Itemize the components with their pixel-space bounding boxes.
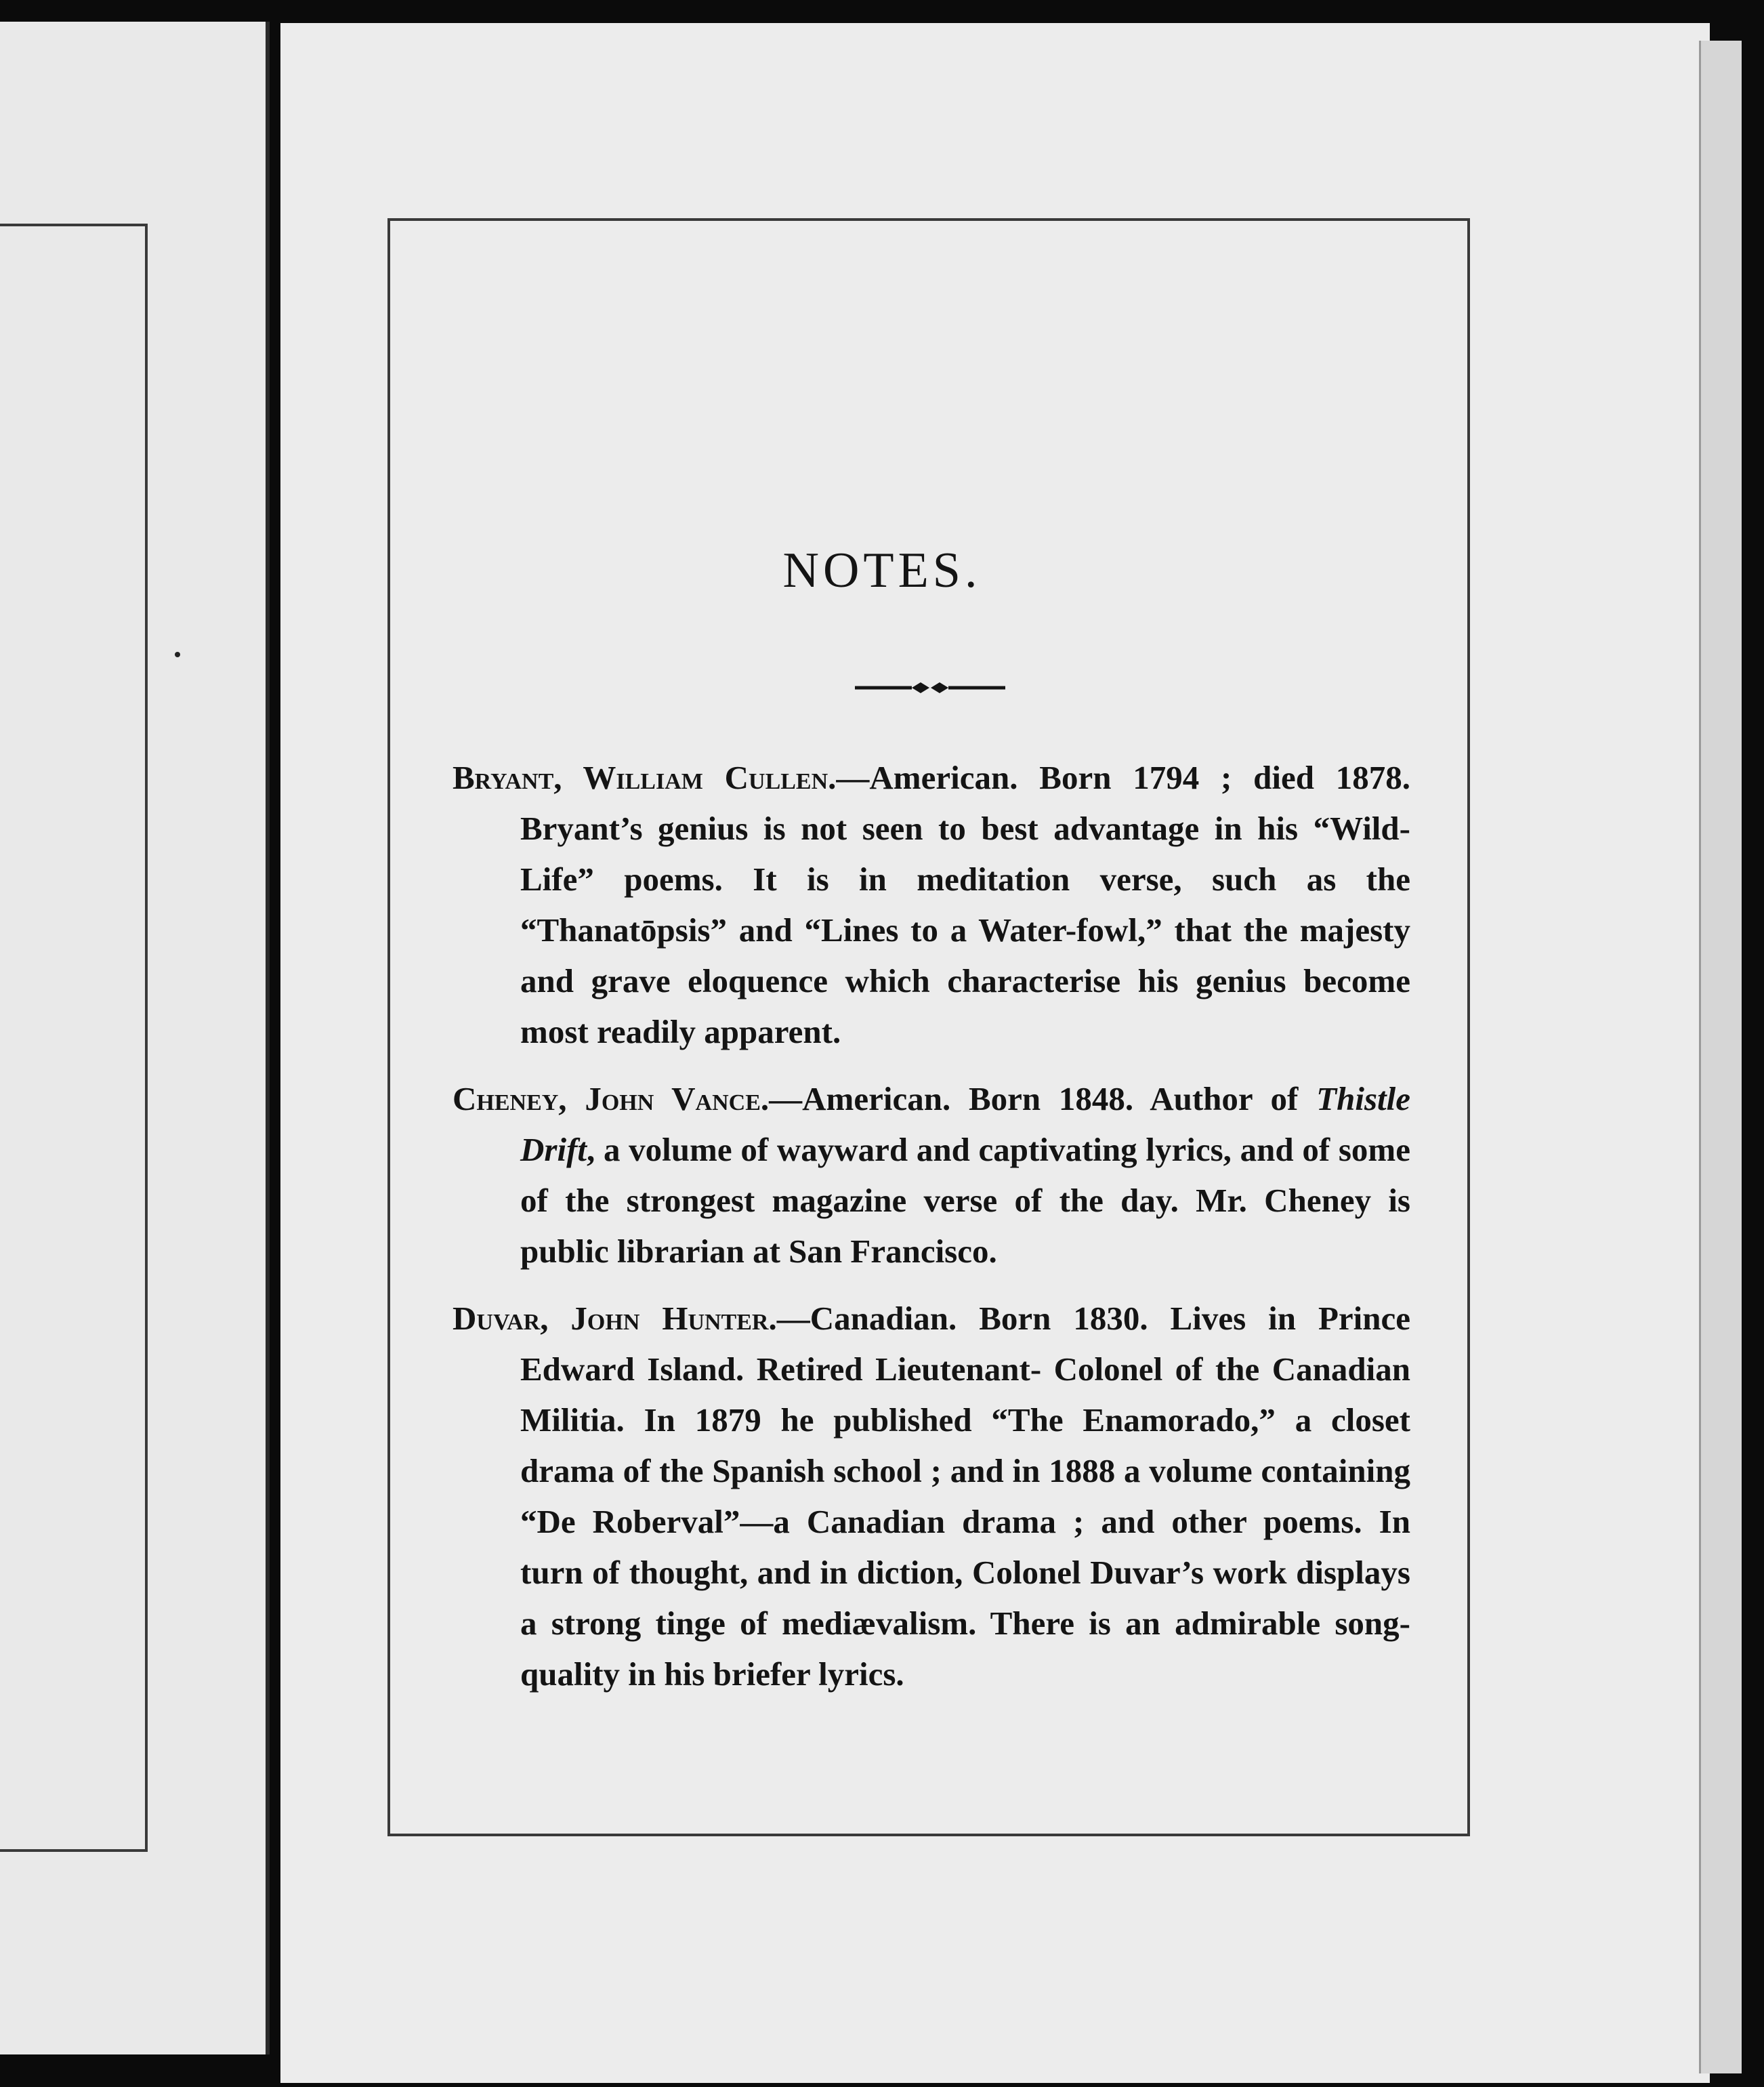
note-entry-text: , a volume of wayward and captivating lyrics, and of some of the strongest magazine verse of the day. Mr. Cheney is public librarian at San Francisco. (520, 1131, 1410, 1270)
note-entry-duvar (453, 1293, 1410, 1699)
note-entry-text: —American. Born 1848. Author of (769, 1080, 1317, 1117)
left-page-frame (0, 224, 148, 1852)
page-title: NOTES. (782, 543, 982, 598)
ink-speck (175, 652, 180, 657)
note-entry-text: —American. Born 1794 ; died 1878. Bryant’s genius is not seen to best advantage in his “Wild-Life” poems. It is in meditation verse, such as the “Thanatōpsis” and “Lines to a Water-fowl,” that the majesty and grave eloquence which characterise his genius become most readily apparent. (520, 759, 1410, 1050)
note-entry-name: Duvar, John Hunter. (453, 1300, 777, 1337)
ornament-divider-icon (855, 680, 1005, 695)
notes-list (453, 752, 1410, 1716)
note-entry-book-title: Thistle Drift (520, 1080, 1410, 1168)
note-entry-text: —Canadian. Born 1830. Lives in Prince Edward Island. Retired Lieutenant- Colonel of the Canadian Militia. In 1879 he published “The Enamorado,” a closet drama of the Spanish school ; and in 1888 a volume containing “De Roberval”—a Canadian drama ; and other poems. In turn of thought, and in diction, Colonel Duvar’s work displays a strong tinge of mediævalism. There is an admirable song-quality in his briefer lyrics. (520, 1300, 1411, 1693)
note-entry-bryant (453, 752, 1410, 1057)
note-entry-name: Bryant, William Cullen. (453, 759, 837, 796)
page-edge (1699, 41, 1742, 2073)
left-page (0, 22, 270, 2054)
note-entry-cheney (453, 1073, 1410, 1277)
note-entry-name: Cheney, John Vance. (453, 1080, 770, 1117)
